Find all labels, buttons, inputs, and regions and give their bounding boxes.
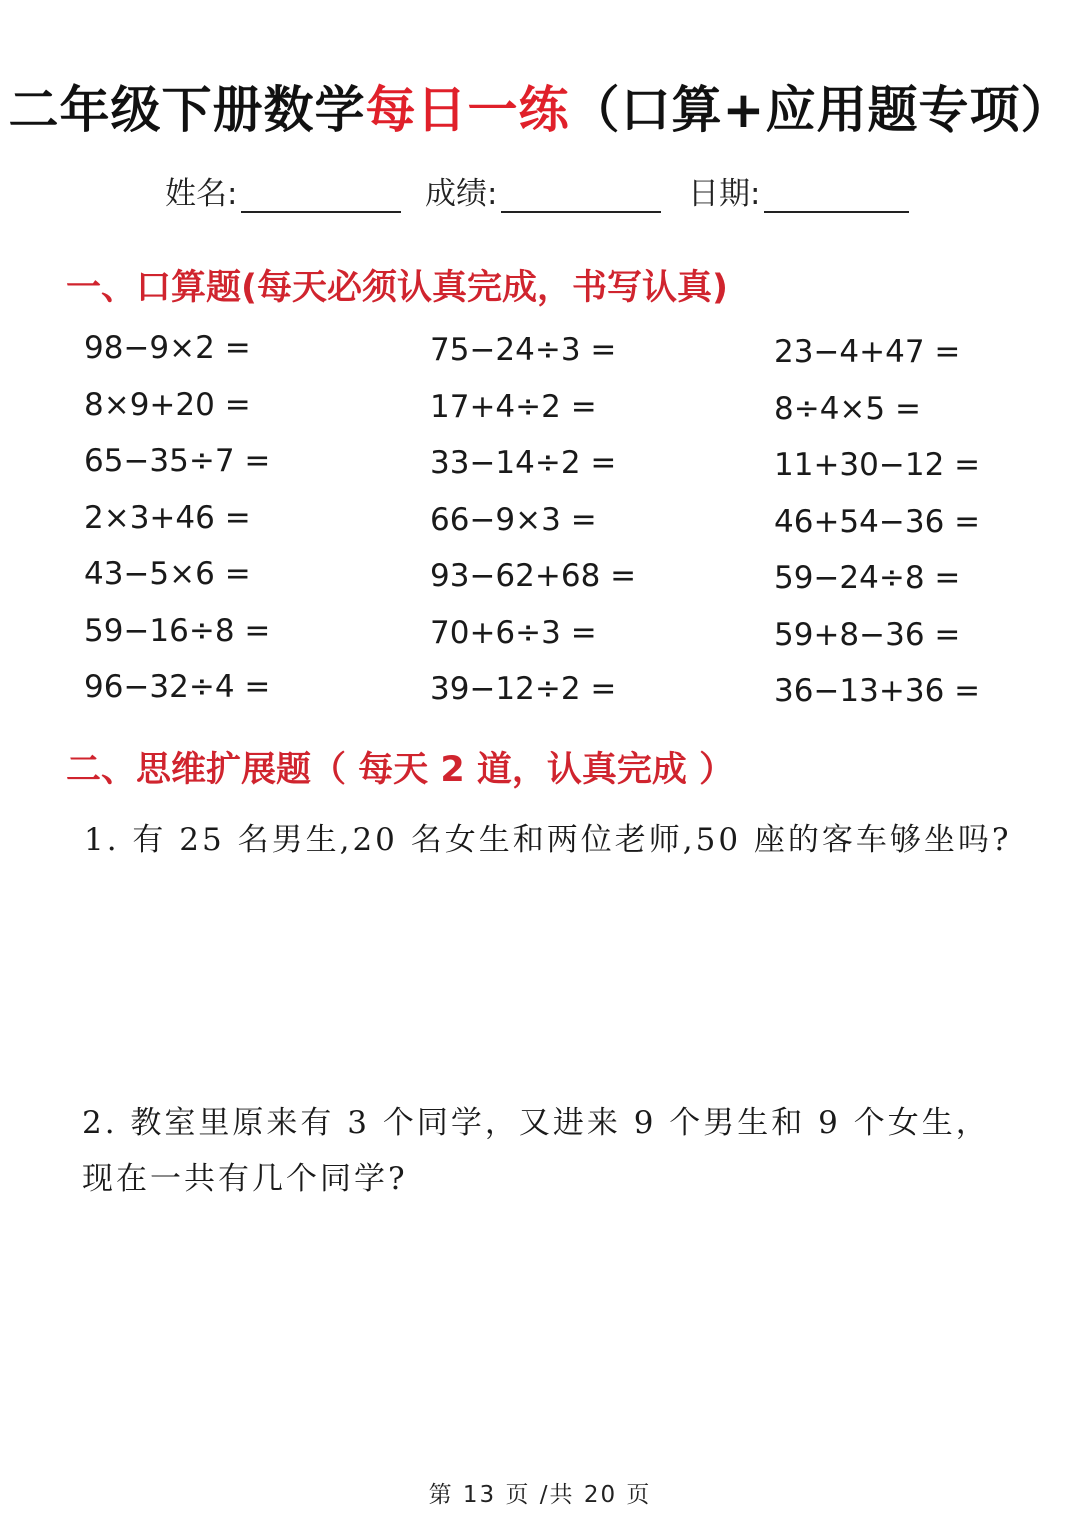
calc-problem-c2-r2: 17+4÷2 = [430, 388, 597, 425]
calc-problem-c1-r7: 96−32÷4 = [84, 669, 271, 705]
date-blank-line[interactable] [764, 177, 909, 213]
calc-problem-c2-r6: 70+6÷3 = [430, 614, 597, 651]
name-label: 姓名: [165, 176, 238, 212]
score-blank-line[interactable] [501, 177, 661, 213]
calc-problem-c2-r5: 93−62+68 = [430, 558, 637, 594]
title-part-1: 二年级下册数学 [8, 81, 366, 139]
calc-problem-c2-r1: 75−24÷3 = [430, 332, 617, 368]
section-2-title: 二、思维扩展题（ 每天 2 道，认真完成 ） [66, 750, 735, 790]
calc-problem-c2-r4: 66−9×3 = [430, 501, 597, 538]
calc-problem-c2-r3: 33−14÷2 = [430, 445, 617, 481]
score-label: 成绩: [425, 176, 498, 212]
calc-problem-c2-r7: 39−12÷2 = [430, 671, 617, 707]
calc-problem-c3-r1: 23−4+47 = [774, 334, 961, 370]
calc-problem-c1-r6: 59−16÷8 = [84, 612, 271, 649]
calc-problem-c3-r6: 59+8−36 = [774, 616, 961, 653]
calc-problem-c3-r3: 11+30−12 = [774, 447, 981, 483]
calc-problem-c1-r3: 65−35÷7 = [84, 443, 271, 479]
calc-problem-c1-r4: 2×3+46 = [84, 499, 251, 536]
student-info-row [165, 168, 945, 216]
title-part-3: （口算+应用题专项） [569, 81, 1072, 139]
date-label: 日期: [688, 176, 761, 212]
calc-problem-c1-r1: 98−9×2 = [84, 330, 251, 366]
calc-problem-c1-r5: 43−5×6 = [84, 556, 251, 592]
date-field[interactable] [688, 168, 909, 213]
calc-problem-c3-r4: 46+54−36 = [774, 503, 981, 540]
word-problem-2: 2. 教室里原来有 3 个同学，又进来 9 个男生和 9 个女生，现在一共有几个同学? [82, 1105, 990, 1197]
calc-problem-c3-r5: 59−24÷8 = [774, 560, 961, 596]
calc-problem-c3-r2: 8÷4×5 = [774, 390, 921, 427]
page-footer: 第 13 页 /共 20 页 [428, 1482, 652, 1508]
score-field[interactable] [425, 168, 661, 213]
name-blank-line[interactable] [241, 177, 401, 213]
title-part-2: 每日一练 [365, 81, 570, 139]
page-title [0, 70, 1080, 142]
name-field[interactable] [165, 168, 401, 213]
word-problem-1: 1. 有 25 名男生,20 名女生和两位老师,50 座的客车够坐吗? [84, 822, 1012, 858]
calc-problem-c1-r2: 8×9+20 = [84, 386, 251, 423]
calc-problem-c3-r7: 36−13+36 = [774, 673, 981, 709]
section-1-title: 一、口算题(每天必须认真完成，书写认真) [66, 268, 728, 308]
